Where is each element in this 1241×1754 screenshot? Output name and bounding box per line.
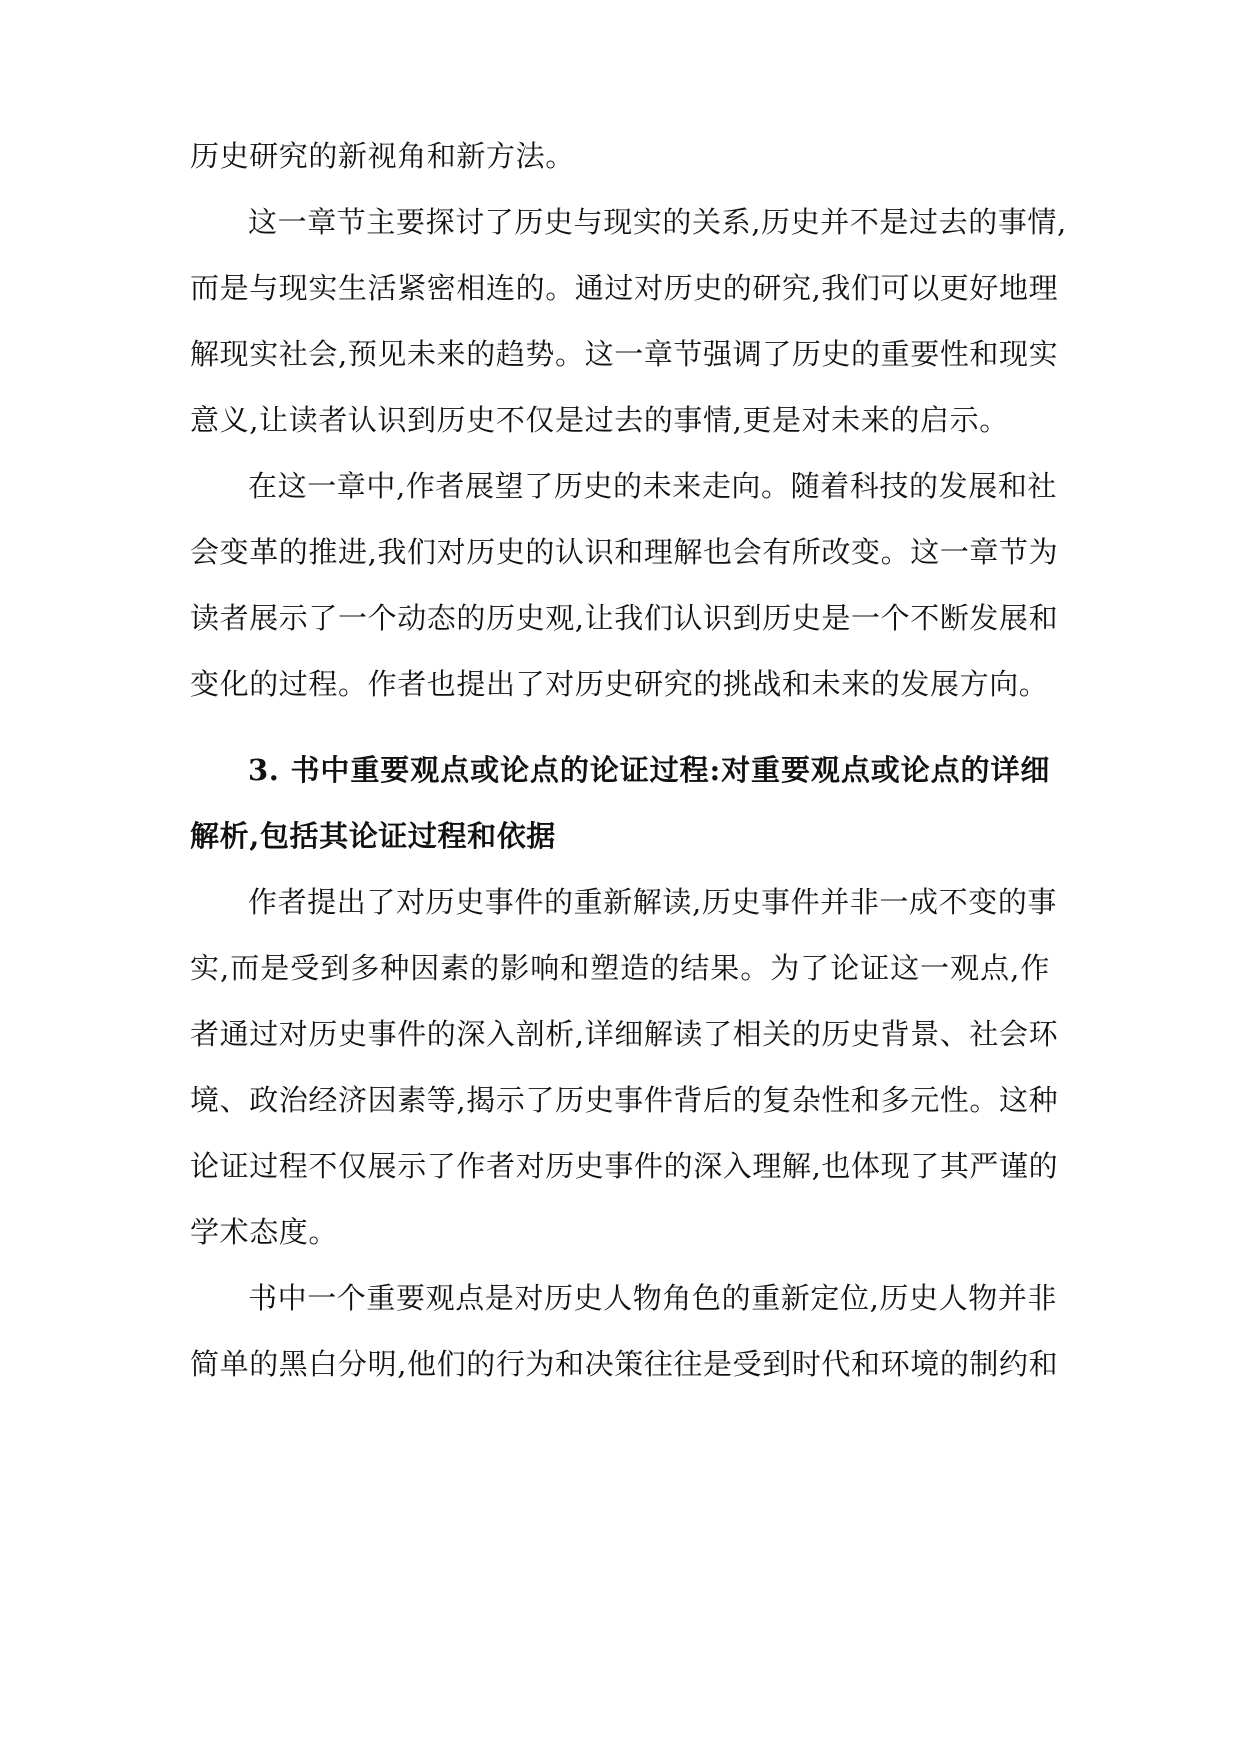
text-line: 会变革的推进,我们对历史的认识和理解也会有所改变。这一章节为	[190, 535, 1059, 569]
text-line: 学术态度。	[190, 1215, 339, 1249]
text-line: 论证过程不仅展示了作者对历史事件的深入理解,也体现了其严谨的	[190, 1149, 1059, 1183]
text-line: 读者展示了一个动态的历史观,让我们认识到历史是一个不断发展和	[190, 601, 1059, 635]
text-line: 作者提出了对历史事件的重新解读,历史事件并非一成不变的事	[248, 885, 1058, 919]
text-line: 者通过对历史事件的深入剖析,详细解读了相关的历史背景、社会环	[190, 1017, 1059, 1051]
text-line: 实,而是受到多种因素的影响和塑造的结果。为了论证这一观点,作	[190, 951, 1050, 985]
text-line: 简单的黑白分明,他们的行为和决策往往是受到时代和环境的制约和	[190, 1347, 1059, 1381]
text-line: 解现实社会,预见未来的趋势。这一章节强调了历史的重要性和现实	[190, 337, 1059, 371]
section-heading: 3. 书中重要观点或论点的论证过程:对重要观点或论点的详细	[248, 753, 1050, 787]
text-line: 境、政治经济因素等,揭示了历史事件背后的复杂性和多元性。这种	[190, 1083, 1059, 1117]
text-line: 书中一个重要观点是对历史人物角色的重新定位,历史人物并非	[248, 1281, 1058, 1315]
text-line: 这一章节主要探讨了历史与现实的关系,历史并不是过去的事情,	[248, 205, 1067, 239]
section-heading: 解析,包括其论证过程和依据	[190, 819, 556, 853]
text-line: 历史研究的新视角和新方法。	[190, 139, 575, 173]
text-line: 意义,让读者认识到历史不仅是过去的事情,更是对未来的启示。	[190, 403, 1009, 437]
text-line: 而是与现实生活紧密相连的。通过对历史的研究,我们可以更好地理	[190, 271, 1059, 305]
text-line: 在这一章中,作者展望了历史的未来走向。随着科技的发展和社	[248, 469, 1058, 503]
text-line: 变化的过程。作者也提出了对历史研究的挑战和未来的发展方向。	[190, 667, 1049, 701]
